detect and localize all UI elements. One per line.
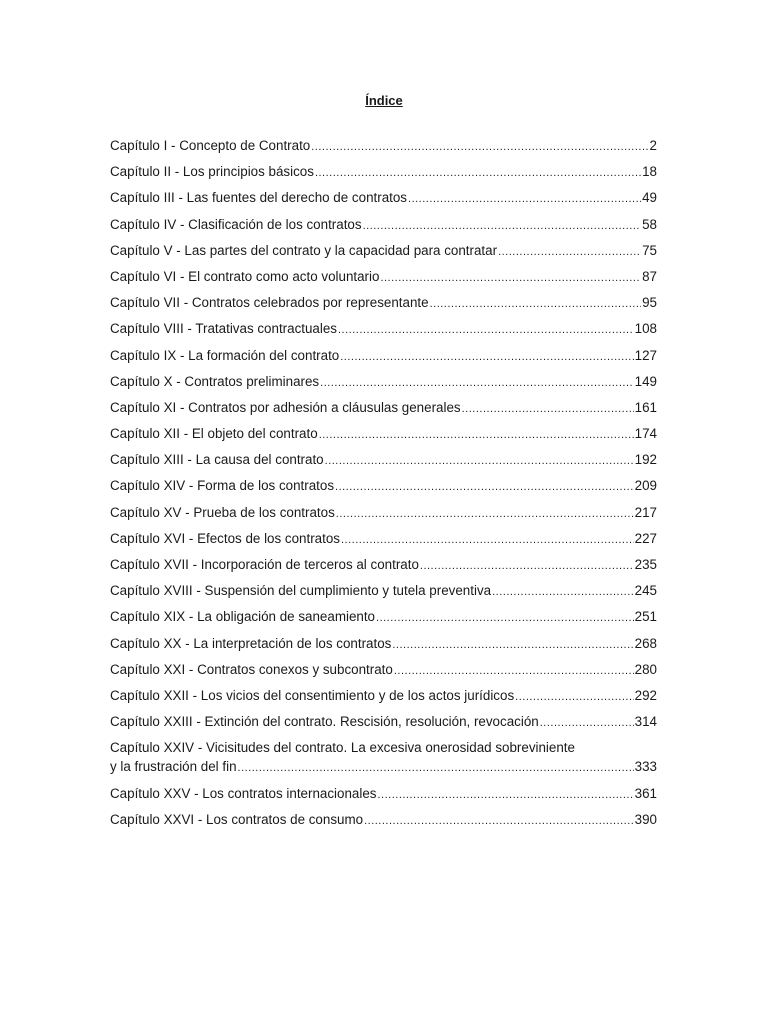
toc-entry-line (110, 529, 657, 550)
toc-entry-page-number: 390 (634, 811, 657, 827)
toc-entry (110, 267, 657, 288)
toc-entry-line (110, 162, 657, 183)
toc-entry (110, 162, 657, 183)
toc-entry-title: Capítulo VI - El contrato como acto voluntario (110, 268, 380, 284)
toc-entry-line (110, 188, 657, 209)
dot-leader (363, 217, 642, 236)
dot-leader (311, 138, 648, 157)
toc-entry (110, 215, 657, 236)
toc-entry (110, 686, 657, 707)
toc-entry-page-number: 217 (634, 504, 657, 520)
toc-entry-title: Capítulo XXV - Los contratos internacionales (110, 785, 377, 801)
toc-entry-page-number: 2 (649, 138, 657, 153)
toc-entry-title: Capítulo II - Los principios básicos (110, 164, 314, 180)
toc-entry-line (110, 346, 657, 367)
toc-entry (110, 346, 657, 367)
toc-entry-page-number: 149 (634, 373, 657, 389)
toc-entry-line (110, 757, 657, 778)
toc-entry (110, 188, 657, 209)
toc-entry-title: Capítulo XX - La interpretación de los contratos (110, 635, 392, 651)
toc-entry-line (110, 450, 657, 471)
toc-entry-line (110, 660, 657, 681)
toc-entry (110, 712, 657, 733)
toc-entry-title: Capítulo I - Concepto de Contrato (110, 138, 311, 153)
toc-entry (110, 529, 657, 550)
toc-entry-page-number: 227 (634, 530, 657, 546)
toc-entry-title: Capítulo XXVI - Los contratos de consumo (110, 811, 364, 827)
toc-entry-line (110, 686, 657, 707)
toc-entry-line (110, 712, 657, 733)
dot-leader (392, 636, 633, 655)
dot-leader (408, 190, 641, 209)
toc-entry (110, 660, 657, 681)
toc-entry-page-number: 75 (642, 242, 657, 258)
toc-entry (110, 136, 657, 157)
dot-leader (380, 269, 641, 288)
toc-entry-line (110, 424, 657, 445)
toc-entry-page-number: 58 (642, 216, 657, 232)
page-title: Índice (365, 93, 403, 108)
toc-entry (110, 738, 657, 778)
toc-entry-title: y la frustración del fin (110, 759, 237, 775)
toc-entry-title: Capítulo XVIII - Suspensión del cumplimiento y tutela preventiva (110, 583, 492, 599)
toc-entry-line (110, 581, 657, 602)
toc-entry-page-number: 280 (634, 661, 657, 677)
table-of-contents (110, 136, 657, 836)
toc-entry-title: Capítulo XI - Contratos por adhesión a cláusulas generales (110, 399, 461, 415)
dot-leader (420, 557, 634, 576)
toc-entry-page-number: 127 (634, 347, 657, 363)
dot-leader (498, 243, 641, 262)
toc-entry-line (110, 293, 657, 314)
toc-entry-line (110, 555, 657, 576)
dot-leader (430, 295, 642, 314)
toc-entry-title: Capítulo XV - Prueba de los contratos (110, 504, 335, 520)
toc-entry-line (110, 372, 657, 393)
toc-entry-title: Capítulo XIX - La obligación de saneamiento (110, 609, 376, 625)
dot-leader (238, 759, 634, 778)
toc-entry-line (110, 398, 657, 419)
dot-leader (319, 426, 634, 445)
dot-leader (340, 348, 633, 367)
dot-leader (492, 583, 634, 602)
toc-entry-title: Capítulo XXII - Los vicios del consentimiento y de los actos jurídicos (110, 687, 515, 703)
toc-entry-line (110, 136, 657, 157)
toc-entry-page-number: 192 (634, 452, 657, 468)
toc-entry (110, 581, 657, 602)
dot-leader (320, 374, 634, 393)
toc-entry-line (110, 319, 657, 340)
toc-entry (110, 241, 657, 262)
toc-entry (110, 555, 657, 576)
toc-entry-page-number: 251 (634, 609, 657, 625)
toc-entry-page-number: 292 (634, 687, 657, 703)
dot-leader (462, 400, 634, 419)
toc-entry (110, 424, 657, 445)
toc-entry (110, 293, 657, 314)
toc-entry-line (110, 634, 657, 655)
toc-entry (110, 503, 657, 524)
dot-leader (540, 714, 634, 733)
toc-entry-line (110, 267, 657, 288)
toc-entry-line (110, 607, 657, 628)
dot-leader (335, 478, 634, 497)
toc-entry-title: Capítulo XVI - Efectos de los contratos (110, 530, 340, 546)
dot-leader (341, 531, 634, 550)
toc-entry-page-number: 174 (634, 426, 657, 442)
toc-entry-page-number: 235 (634, 557, 657, 572)
toc-entry-page-number: 87 (642, 268, 657, 284)
toc-entry-page-number: 18 (642, 164, 657, 180)
toc-entry-page-number: 95 (642, 295, 657, 311)
toc-entry-title: Capítulo XXIII - Extinción del contrato. Rescisión, resolución, revocación (110, 714, 539, 730)
toc-entry-line (110, 503, 657, 524)
toc-entry-page-number: 268 (634, 635, 657, 651)
toc-entry (110, 372, 657, 393)
dot-leader (338, 321, 634, 340)
toc-entry (110, 810, 657, 831)
toc-entry-title: Capítulo V - Las partes del contrato y la capacidad para contratar (110, 242, 498, 258)
toc-entry-title: Capítulo XII - El objeto del contrato (110, 426, 318, 442)
toc-entry-line (110, 241, 657, 262)
toc-entry-line (110, 476, 657, 497)
toc-entry-title-first-line: Capítulo XXIV - Vicisitudes del contrato. La excesiva onerosidad sobreviniente (110, 740, 575, 756)
toc-entry-page-number: 245 (634, 583, 657, 599)
dot-leader (377, 786, 633, 805)
toc-entry-page-number: 209 (634, 478, 657, 494)
toc-entry (110, 784, 657, 805)
toc-entry-line (110, 810, 657, 831)
toc-entry-title: Capítulo III - Las fuentes del derecho de contratos (110, 190, 408, 206)
toc-entry-page-number: 314 (634, 714, 657, 730)
dot-leader (394, 662, 634, 681)
toc-entry (110, 450, 657, 471)
toc-entry-title: Capítulo IV - Clasificación de los contratos (110, 216, 362, 232)
toc-entry-page-number: 108 (634, 321, 657, 337)
toc-entry (110, 634, 657, 655)
dot-leader (315, 164, 641, 183)
toc-entry-title: Capítulo VIII - Tratativas contractuales (110, 321, 337, 337)
toc-entry (110, 398, 657, 419)
toc-entry-title: Capítulo VII - Contratos celebrados por representante (110, 295, 429, 311)
dot-leader (364, 812, 634, 831)
dot-leader (515, 688, 634, 707)
toc-entry-page-number: 49 (642, 190, 657, 206)
toc-entry-page-number: 361 (634, 785, 657, 801)
toc-entry-line (110, 215, 657, 236)
toc-entry-title: Capítulo X - Contratos preliminares (110, 373, 320, 389)
dot-leader (376, 609, 634, 628)
toc-entry-title: Capítulo XIV - Forma de los contratos (110, 478, 335, 494)
toc-entry (110, 319, 657, 340)
toc-entry-title: Capítulo XIII - La causa del contrato (110, 452, 324, 468)
toc-entry-page-number: 161 (634, 399, 657, 415)
toc-entry-page-number: 333 (634, 759, 657, 775)
dot-leader (336, 505, 634, 524)
toc-entry (110, 476, 657, 497)
dot-leader (325, 452, 634, 471)
toc-entry-line (110, 784, 657, 805)
toc-entry-title: Capítulo XXI - Contratos conexos y subcontrato (110, 661, 393, 677)
toc-entry-title: Capítulo IX - La formación del contrato (110, 347, 340, 363)
toc-entry (110, 607, 657, 628)
toc-entry-title: Capítulo XVII - Incorporación de terceros al contrato (110, 557, 419, 572)
